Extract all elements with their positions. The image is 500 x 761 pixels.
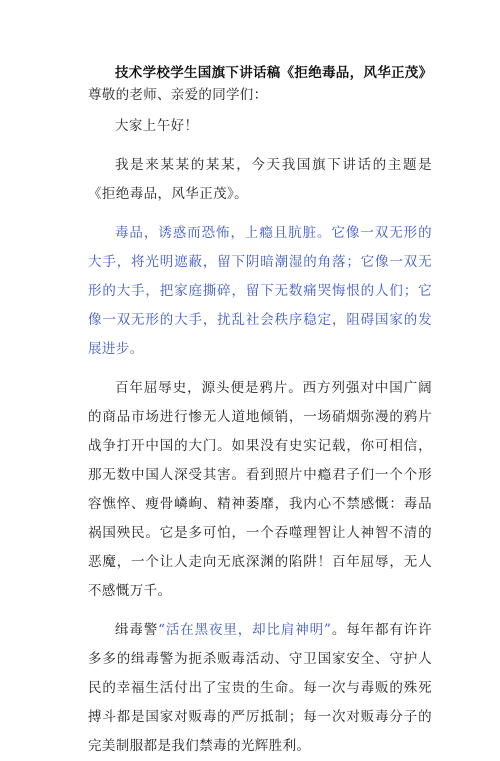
drug-metaphor-paragraph: 毒品，诱惑而恐怖，上瘾且肮脏。它像一双无形的大手，将光明遮蔽，留下阴暗潮湿的角落；它像一双无形的大手，把家庭撕碎，留下无数痛哭悔恨的人们；它像一双无形的大手，扰乱社会秩序稳定，阻碍国家的发展进步。 [88, 225, 432, 357]
police-paragraph-rest: 。每年都有许许多多的缉毒警为扼杀贩毒活动、守卫国家安全、守护人民的幸福生活付出了宝贵的生命。每一次与毒贩的殊死搏斗都是国家对贩毒的严厉抵制；每一次对贩毒分子的完美制服都是我们禁毒的光辉胜利。 [88, 622, 432, 754]
history-paragraph: 百年屈辱史，源头便是鸦片。西方列强对中国广阔的商品市场进行惨无人道地倾销，一场硝烟弥漫的鸦片战争打开中国的大门。如果没有史实记载，你可相信，那无数中国人深受其害。看到照片中瘾君子们一个个形容憔悴、瘦骨嶙峋、精神萎靡，我内心不禁感慨：毒品祸国殃民。它是多可怕，一个吞噬理智让人神智不清的恶魔，一个让人走向无底深渊的陷阱！百年屈辱，无人不感慨万千。 [88, 380, 432, 599]
police-paragraph-start: 缉毒警 [115, 622, 159, 638]
document-heading [88, 62, 432, 106]
intro-paragraph: 我是来某某的某某，今天我国旗下讲话的主题是《拒绝毒品，风华正茂》。 [88, 157, 432, 202]
document-title: 技术学校学生国旗下讲话稿《拒绝毒品，风华正茂》 [115, 65, 433, 81]
document-salutation: 尊敬的老师、亲爱的同学们： [88, 87, 268, 103]
greeting-paragraph: 大家上午好！ [115, 118, 199, 134]
police-quote: “活在黑夜里，却比肩神明” [158, 622, 332, 638]
police-paragraph [88, 616, 432, 761]
